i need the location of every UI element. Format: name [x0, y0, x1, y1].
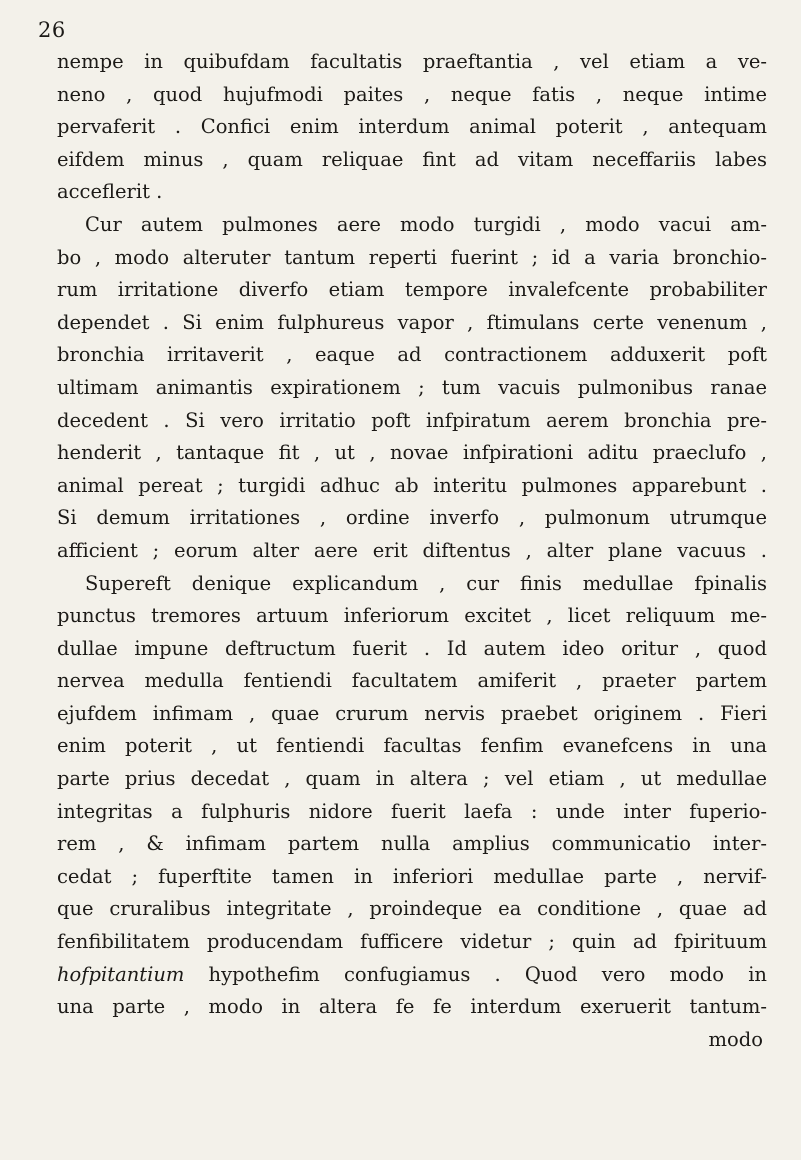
page-number: 26 — [38, 18, 66, 42]
body-text — [57, 46, 767, 1056]
text-line: Si demum irritationes , ordine inverfo , pulmonum utrumque — [57, 506, 767, 530]
text-line: dullae impune deftructum fuerit . Id autem ideo oritur , quod — [57, 636, 767, 660]
text-line: cedat ; fuperftite tamen in inferiori medullae parte , nervif- — [57, 864, 767, 888]
text-line: acceflerit . — [57, 180, 163, 204]
text-line: bronchia irritaverit , eaque ad contractionem adduxerit poft — [57, 343, 767, 367]
catchword: modo — [708, 1027, 763, 1051]
text-line: bo , modo alteruter tantum reperti fuerint ; id a varia bronchio- — [57, 245, 767, 269]
text-line: neno , quod hujufmodi paites , neque fatis , neque intime — [57, 82, 767, 106]
text-line: nervea medulla fentiendi facultatem amiferit , praeter partem — [57, 669, 767, 693]
italic-term: hofpitantium — [57, 962, 185, 986]
text-line: pervaferit . Confici enim interdum animal poterit , antequam — [57, 115, 767, 139]
text-line: fenfibilitatem producendam fufficere videtur ; quin ad fpirituum — [57, 930, 767, 954]
text-line: parte prius decedat , quam in altera ; vel etiam , ut medullae — [57, 767, 767, 791]
text-line: nempe in quibufdam facultatis praeftantia , vel etiam a ve- — [57, 50, 767, 73]
paragraph-start-line: Cur autem pulmones aere modo turgidi , modo vacui am- — [85, 212, 767, 236]
text-line: decedent . Si vero irritatio poft infpiratum aerem bronchia pre- — [57, 408, 767, 432]
text-line: rum irritatione diverfo etiam tempore invalefcente probabiliter — [57, 278, 767, 302]
text-line: enim poterit , ut fentiendi facultas fenfim evanefcens in una — [57, 734, 767, 758]
text-line: afficient ; eorum alter aere erit diftentus , alter plane vacuus . — [57, 538, 767, 562]
paragraph-start-line: Supereft denique explicandum , cur finis medullae fpinalis — [85, 571, 767, 595]
text-line: hofpitantium hypothefim confugiamus . Quod vero modo in — [57, 962, 767, 986]
text-line: que cruralibus integritate , proindeque ea conditione , quae ad — [57, 897, 767, 921]
text-line: rem , & infimam partem nulla amplius communicatio inter- — [57, 832, 767, 856]
text-line: punctus tremores artuum inferiorum excitet , licet reliquum me- — [57, 604, 767, 628]
text-line: integritas a fulphuris nidore fuerit laefa : unde inter fuperio- — [57, 799, 767, 823]
text-line: dependet . Si enim fulphureus vapor , ftimulans certe venenum , — [57, 310, 767, 334]
text-line: ultimam animantis expirationem ; tum vacuis pulmonibus ranae — [57, 375, 767, 399]
text-line: eifdem minus , quam reliquae fint ad vitam neceffariis labes — [57, 147, 767, 171]
text-line: animal pereat ; turgidi adhuc ab interitu pulmones apparebunt . — [57, 473, 767, 497]
text-line: una parte , modo in altera fe fe interdum exeruerit tantum- — [57, 995, 767, 1019]
text-line: henderit , tantaque fit , ut , novae infpirationi aditu praeclufo , — [57, 441, 767, 465]
text-line: ejufdem infimam , quae crurum nervis praebet originem . Fieri — [57, 701, 767, 725]
